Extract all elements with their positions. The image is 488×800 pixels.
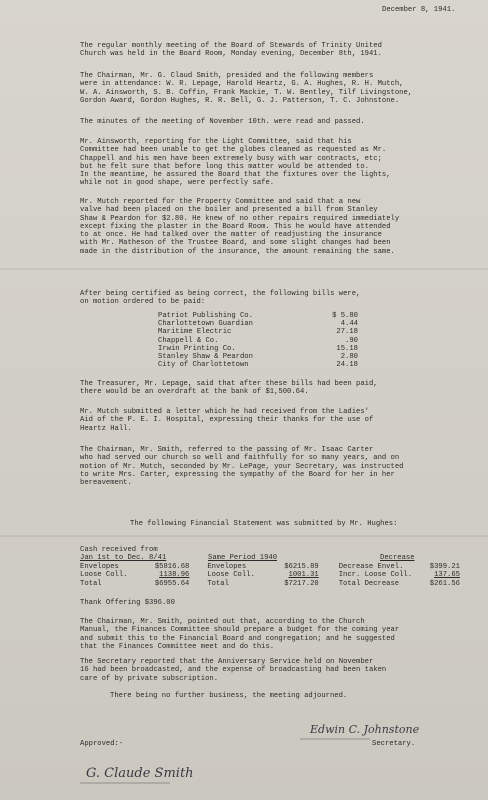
text-line: Committee had been unable to get the globes cleaned as requested as Mr. <box>80 146 387 155</box>
text-line: who had served our church so well and faithfully for so many years, and on <box>80 454 400 463</box>
paragraph-treasurer <box>80 380 470 397</box>
fin-heading: Jan 1st to Dec. 8/41 <box>80 554 167 563</box>
fin-cell: 137.65 <box>434 571 460 580</box>
text-line: The following Financial Statement was submitted by Mr. Hughes: <box>130 520 398 528</box>
paragraph-attendance <box>80 72 470 105</box>
text-line: Mr. Mutch submitted a letter which he had received from the Ladies' <box>80 408 369 416</box>
fin-heading-row <box>80 554 460 562</box>
meeting-date: December 8, 1941. <box>382 6 456 14</box>
text-line: to at once. He had talked over the matter of readjusting the insurance <box>80 231 382 240</box>
bill-name: City of Charlottetown <box>158 361 249 370</box>
text-line: bereavement. <box>80 479 132 488</box>
text-line: Church was held in the Board Room, Monday evening, December 8th, 1941. <box>80 50 382 59</box>
paragraph-bills-intro <box>80 290 470 307</box>
text-line: motion of Mr. Mutch, seconded by Mr. LePage, your Secretary, was instructed <box>80 462 404 471</box>
text-line: that the Finances Committee meet and do this. <box>80 642 275 651</box>
text-line: Gordon Award, Gordon Hughes, R. R. Bell, G. J. Patterson, T. C. Johnstone. <box>80 96 400 105</box>
text-line: on motion ordered to be paid: <box>80 298 206 307</box>
secretary-label: Secretary. <box>372 740 416 748</box>
paragraph-minutes <box>80 118 470 126</box>
fin-heading: Decrease <box>380 554 415 563</box>
fin-row <box>80 580 460 588</box>
paragraph-intro <box>80 42 470 59</box>
bill-name: Irwin Printing Co. <box>158 344 236 353</box>
signature-line <box>80 780 170 786</box>
fin-cell: $5816.68 <box>154 562 190 571</box>
text-line: The Chairman, Mr. Smith, pointed out that, according to the Church <box>80 618 365 626</box>
fin-cell: Envelopes <box>80 562 119 571</box>
text-line: but he felt sure that before long this matter would be attended to. <box>80 162 369 171</box>
fin-cell: 1138.96 <box>159 571 190 580</box>
text-line: except fixing the plaster in the Board Room. This he would have attended <box>80 222 391 231</box>
signature-line <box>300 736 370 742</box>
fin-row <box>80 571 460 579</box>
paragraph-property-committee <box>80 198 470 256</box>
text-line: care of by private subscription. <box>80 674 219 683</box>
fin-cell: Loose Coll. <box>80 571 128 580</box>
text-line: 16 had been broadcasted, and the expense of broadcasting had been taken <box>80 666 387 675</box>
bills-list <box>158 312 358 369</box>
thank-offering: Thank Offering $396.00 <box>80 599 175 607</box>
text-line: to write Mrs. Carter, expressing the sympathy of the Board for her in her <box>80 470 395 479</box>
bill-amount: 4.44 <box>340 320 358 329</box>
text-line: made in the distribution of the insurance, the amount remaining the same. <box>80 247 395 256</box>
bill-amount: 2.80 <box>340 353 358 362</box>
text-line: Shaw & Peardon for $2.80. He knew of no other repairs required immediately <box>80 214 400 223</box>
paragraph-secretary <box>80 658 470 683</box>
signature-chair: G. Claude Smith <box>86 766 194 781</box>
text-line: The Secretary reported that the Anniversary Service held on November <box>80 658 374 666</box>
bill-row <box>158 353 358 361</box>
text-line: W. A. Ainsworth, S. B. Coffin, Frank Mackie, T. W. Bentley, Tilf Livingstone, <box>80 88 413 97</box>
paragraph-financial-intro <box>130 520 488 528</box>
bill-amount: 27.18 <box>336 328 358 337</box>
text-line: After being certified as being correct, the following bills were, <box>80 290 361 298</box>
text-line: and submit this to the Financial Board and congregation; and he suggested <box>80 634 395 643</box>
paragraph-carter <box>80 446 470 487</box>
fin-heading: Same Period 1940 <box>208 554 278 563</box>
text-line: The Chairman, Mr. Smith, referred to the passing of Mr. Isaac Carter <box>80 446 374 454</box>
fin-cell: $6955.64 <box>154 579 190 588</box>
paper-fold <box>0 535 488 537</box>
fin-cell: $261.56 <box>429 579 460 588</box>
text-line: The Chairman, Mr. G. Claud Smith, presided and the following members <box>80 72 374 80</box>
paragraph-light-committee <box>80 138 470 188</box>
bill-row <box>158 361 358 369</box>
fin-cell: Total Decrease <box>338 579 400 588</box>
text-line: Chappell and his men have been extremely busy with war contracts, etc; <box>80 154 382 163</box>
signature-secretary: Edwin C. Johnstone <box>310 723 420 736</box>
text-line: valve had been placed on the boiler and presented a bill from Stanley <box>80 206 378 215</box>
paper-fold <box>0 268 488 270</box>
fin-cell: $6215.89 <box>284 562 319 571</box>
bill-amount: 24.18 <box>336 361 358 370</box>
paragraph-budget <box>80 618 470 651</box>
fin-cell: Total <box>80 579 102 588</box>
bill-amount: .90 <box>345 336 358 345</box>
fin-cell: Total <box>207 579 229 588</box>
bill-amount: $ 5.80 <box>332 312 358 320</box>
text-line: There being no further business, the meeting adjourned. <box>110 692 348 700</box>
fin-cell: Decrease Envel. <box>338 562 404 571</box>
text-line: there would be an overdraft at the bank of $1,500.64. <box>80 388 309 397</box>
text-line: The Treasurer, Mr. Lepage, said that after these bills had been paid, <box>80 380 378 388</box>
bill-name: Patriot Publishing Co. <box>158 312 253 320</box>
bill-row <box>158 337 358 345</box>
fin-cell: Incr. Loose Coll. <box>338 571 413 580</box>
bill-name: Maritime Electric <box>158 328 232 337</box>
text-line: Mr. Ainsworth, reporting for the Light Committee, said that his <box>80 138 352 146</box>
fin-cell: 1001.31 <box>288 571 319 580</box>
bill-name: Charlottetown Guardian <box>158 320 253 329</box>
bill-row <box>158 345 358 353</box>
text-line: Mr. Mutch reported for the Property Committee and said that a new <box>80 198 361 206</box>
bill-row <box>158 312 358 320</box>
paragraph-mutch-letter <box>80 408 470 433</box>
bill-name: Stanley Shaw & Peardon <box>158 353 253 362</box>
bill-row <box>158 320 358 328</box>
paragraph-adjourn <box>110 692 488 700</box>
text-line: while not in good shape, were perfectly safe. <box>80 179 275 188</box>
text-line: Aid of the P. E. I. Hospital, expressing their thanks for the use of <box>80 416 374 425</box>
fin-cell: $7217.20 <box>284 579 319 588</box>
approved-label: Approved:- <box>80 740 124 748</box>
fin-row <box>80 563 460 571</box>
bill-name: Chappell & Co. <box>158 336 219 345</box>
text-line: In the meantime, he assured the Board that the fixtures over the lights, <box>80 171 391 180</box>
text-line: were in attendance: W. R. Lepage, Harold Heartz, G. A. Hughes, R. H. Mutch, <box>80 80 404 89</box>
text-line: Manual, the Finances Committee should prepare a budget for the coming year <box>80 626 400 635</box>
fin-cell: Envelopes <box>207 562 247 571</box>
fin-cell: $399.21 <box>429 562 460 571</box>
bill-row <box>158 328 358 336</box>
financial-statement <box>80 546 460 588</box>
text-line: with Mr. Matheson of the Trustee Board, and some slight changes had been <box>80 239 391 248</box>
text-line: The minutes of the meeting of November 10th. were read and passed. <box>80 118 365 126</box>
bill-amount: 15.18 <box>336 344 358 353</box>
fin-heading: Cash received from <box>80 546 158 554</box>
text-line: The regular monthly meeting of the Board of Stewards of Trinity United <box>80 42 382 50</box>
fin-cell: Loose Coll. <box>207 571 255 580</box>
text-line: Heartz Hall. <box>80 424 132 433</box>
